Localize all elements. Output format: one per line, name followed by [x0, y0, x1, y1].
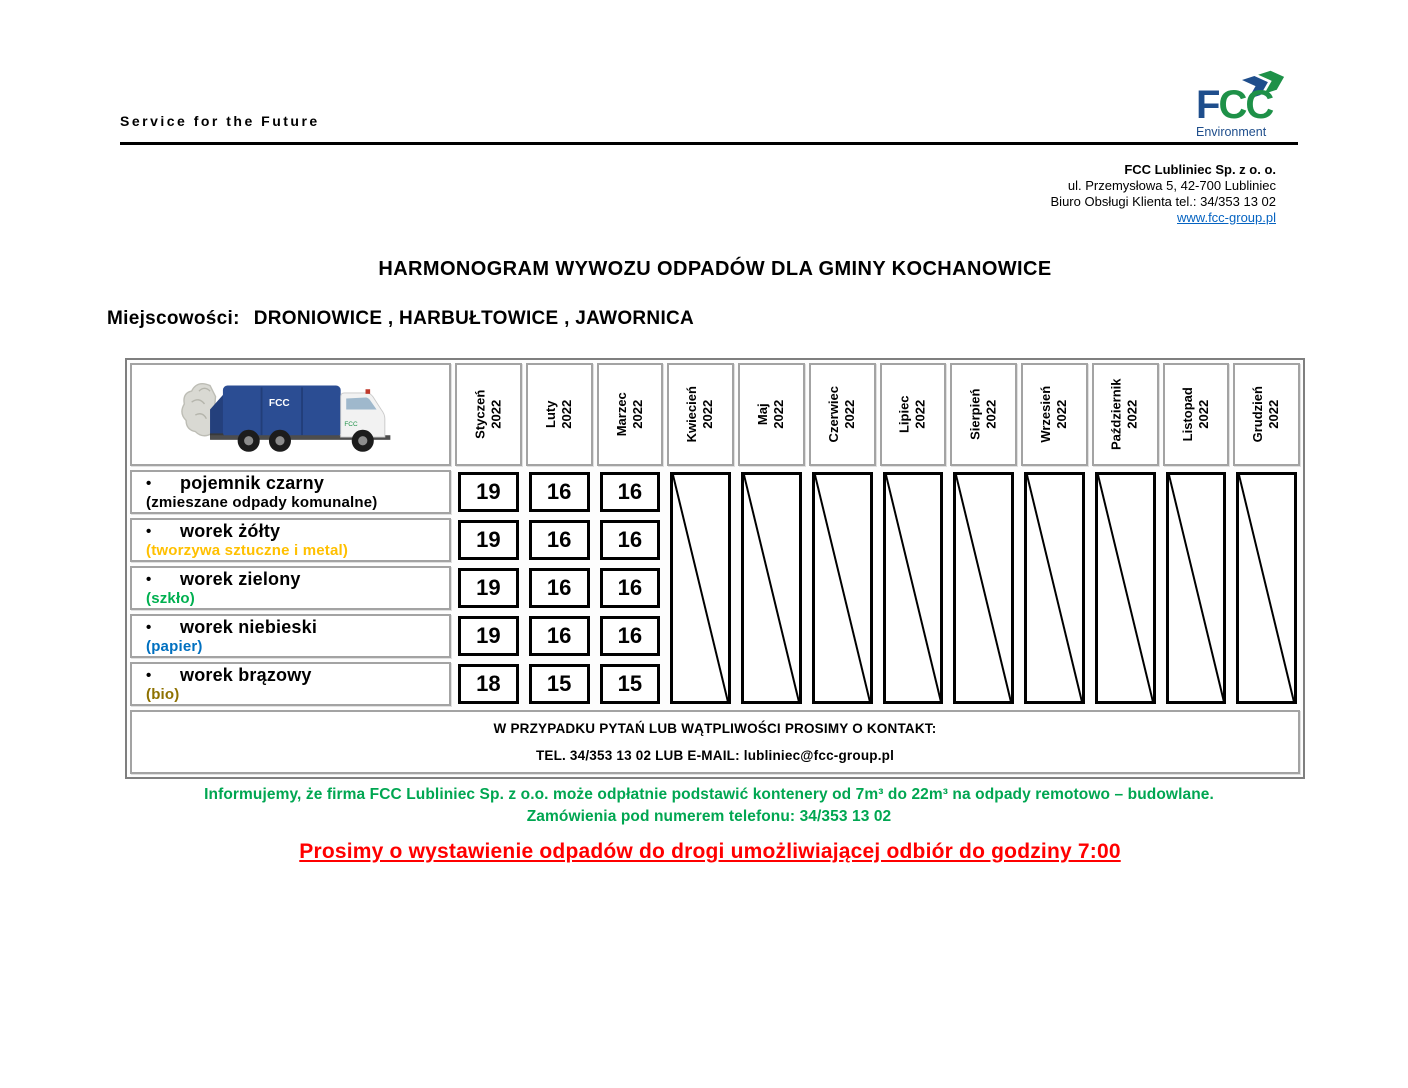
- collection-date-cell: 16: [529, 520, 590, 560]
- month-name: Lipiec: [896, 395, 912, 434]
- waste-type-label: worek niebieski: [180, 617, 318, 637]
- locations-line: [107, 308, 694, 330]
- month-year: 2022: [1266, 400, 1282, 429]
- crossed-out-month-cell: [1095, 472, 1156, 704]
- waste-type-sublabel: (tworzywa sztuczne i metal): [146, 542, 349, 559]
- waste-type-row-label: [130, 470, 451, 514]
- month-header: [1233, 363, 1300, 466]
- svg-text:FCC: FCC: [343, 420, 358, 428]
- container-rental-note: [114, 784, 1304, 829]
- month-year: 2022: [842, 400, 858, 429]
- collection-date-cell: 16: [600, 568, 661, 608]
- month-name: Kwiecień: [684, 386, 700, 443]
- bullet-icon: •: [146, 571, 152, 588]
- diagonal-strike: [1098, 475, 1153, 701]
- collection-date-cell: 16: [600, 472, 661, 512]
- crossed-out-month-cell: [953, 472, 1014, 704]
- month-header: [667, 363, 734, 466]
- svg-text:FCC: FCC: [1196, 83, 1273, 127]
- month-name: Marzec: [613, 392, 629, 437]
- schedule-table: [125, 358, 1305, 779]
- waste-type-label: pojemnik czarny: [180, 473, 325, 493]
- diagonal-strike: [815, 475, 870, 701]
- collection-date-cell: 16: [529, 616, 590, 656]
- month-header: [950, 363, 1017, 466]
- truck-header-cell: [130, 363, 451, 466]
- month-header: [1092, 363, 1159, 466]
- crossed-out-month-cell: [1166, 472, 1227, 704]
- collection-date-cell: 16: [529, 472, 590, 512]
- company-website-link[interactable]: www.fcc-group.pl: [1177, 210, 1276, 225]
- month-year: 2022: [1125, 400, 1141, 429]
- month-year: 2022: [700, 400, 716, 429]
- waste-type-row-label: [130, 518, 451, 562]
- month-year: 2022: [488, 400, 504, 429]
- bullet-icon: •: [146, 523, 152, 540]
- month-year: 2022: [1195, 400, 1211, 429]
- bullet-icon: •: [146, 475, 152, 492]
- bullet-icon: •: [146, 619, 152, 636]
- waste-type-row-label: [130, 566, 451, 610]
- company-phone: Biuro Obsługi Klienta tel.: 34/353 13 02: [1050, 194, 1276, 209]
- month-header: [597, 363, 664, 466]
- waste-type-sublabel: (zmieszane odpady komunalne): [146, 494, 378, 511]
- collection-date-cell: 19: [458, 472, 519, 512]
- diagonal-strike: [1027, 475, 1082, 701]
- month-year: 2022: [1054, 400, 1070, 429]
- waste-type-label: worek żółty: [180, 521, 281, 541]
- collection-date-cell: 16: [600, 616, 661, 656]
- collection-date-cell: 19: [458, 520, 519, 560]
- fcc-logo: [1190, 50, 1302, 142]
- crossed-out-month-cell: [812, 472, 873, 704]
- month-name: Listopad: [1179, 387, 1195, 442]
- month-year: 2022: [771, 400, 787, 429]
- month-name: Maj: [755, 403, 771, 426]
- month-year: 2022: [983, 400, 999, 429]
- month-year: 2022: [559, 400, 575, 429]
- month-header: [738, 363, 805, 466]
- collection-date-cell: 16: [529, 568, 590, 608]
- company-name: FCC Lubliniec Sp. z o. o.: [1124, 162, 1276, 177]
- diagonal-strike: [744, 475, 799, 701]
- collection-date-cell: 15: [600, 664, 661, 704]
- month-name: Wrzesień: [1038, 386, 1054, 443]
- header-divider: [120, 142, 1298, 145]
- month-name: Styczeń: [472, 389, 488, 440]
- crossed-out-month-cell: [741, 472, 802, 704]
- month-header: [1021, 363, 1088, 466]
- month-name: Październik: [1108, 378, 1124, 451]
- waste-type-sublabel: (papier): [146, 638, 203, 655]
- waste-type-sublabel: (bio): [146, 686, 180, 703]
- month-name: Sierpień: [967, 388, 983, 441]
- waste-type-sublabel: (szkło): [146, 590, 195, 607]
- crossed-out-month-cell: [670, 472, 731, 704]
- waste-type-label: worek brązowy: [180, 665, 312, 685]
- pickup-time-notice: Prosimy o wystawienie odpadów do drogi umożliwiającej odbiór do godziny 7:00: [299, 840, 1121, 863]
- logo-environment-text: Environment: [1196, 125, 1267, 139]
- page-title: HARMONOGRAM WYWOZU ODPADÓW DLA GMINY KOCHANOWICE: [378, 258, 1052, 280]
- month-name: Grudzień: [1250, 386, 1266, 443]
- crossed-out-month-cell: [1024, 472, 1085, 704]
- svg-text:FCC: FCC: [268, 397, 290, 409]
- month-header: [880, 363, 947, 466]
- collection-date-cell: 15: [529, 664, 590, 704]
- waste-type-row-label: [130, 614, 451, 658]
- collection-date-cell: 19: [458, 616, 519, 656]
- brand-tagline: Service for the Future: [120, 113, 320, 129]
- month-name: Czerwiec: [825, 386, 841, 443]
- diagonal-strike: [1239, 475, 1294, 701]
- month-year: 2022: [912, 400, 928, 429]
- contact-footer: [130, 710, 1300, 774]
- month-header: [1163, 363, 1230, 466]
- crossed-out-month-cell: [1236, 472, 1297, 704]
- locations-value: DRONIOWICE , HARBUŁTOWICE , JAWORNICA: [253, 308, 695, 329]
- month-year: 2022: [629, 400, 645, 429]
- company-address: ul. Przemysłowa 5, 42-700 Lubliniec: [1067, 178, 1276, 193]
- container-note-line1: Informujemy, że firma FCC Lubliniec Sp. z o.o. może odpłatnie podstawić kontenery od 7m³ do 22m³ na odpady remotowo – budowlane.: [204, 786, 1214, 803]
- locations-label: Miejscowości:: [107, 308, 240, 329]
- contact-note-line2: TEL. 34/353 13 02 LUB E-MAIL: lubliniec@fcc-group.pl: [535, 748, 895, 763]
- garbage-truck-image: [146, 369, 436, 461]
- month-header: [455, 363, 522, 466]
- collection-date-cell: 18: [458, 664, 519, 704]
- contact-note-line1: W PRZYPADKU PYTAŃ LUB WĄTPLIWOŚCI PROSIMY O KONTAKT:: [493, 721, 937, 736]
- month-name: Luty: [542, 400, 558, 429]
- diagonal-strike: [956, 475, 1011, 701]
- container-note-line2: Zamówienia pod numerem telefonu: 34/353 13 02: [526, 808, 892, 826]
- collection-date-cell: 16: [600, 520, 661, 560]
- month-header: [809, 363, 876, 466]
- diagonal-strike: [1169, 475, 1224, 701]
- fcc-logo-graphic: [1190, 50, 1302, 142]
- diagonal-strike: [886, 475, 941, 701]
- waste-type-label: worek zielony: [180, 569, 301, 589]
- crossed-out-month-cell: [883, 472, 944, 704]
- bullet-icon: •: [146, 667, 152, 684]
- collection-date-cell: 19: [458, 568, 519, 608]
- month-header: [526, 363, 593, 466]
- waste-type-row-label: [130, 662, 451, 706]
- diagonal-strike: [673, 475, 728, 701]
- company-info: [1051, 162, 1276, 226]
